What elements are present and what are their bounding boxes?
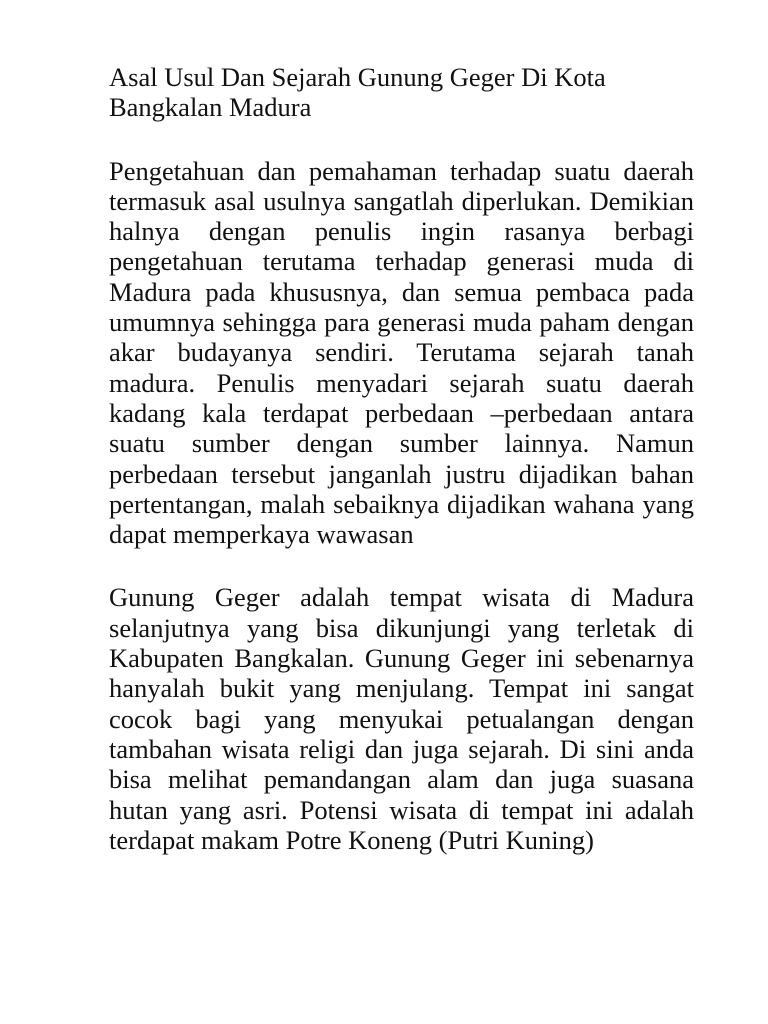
paragraph-intro: Pengetahuan dan pemahaman terhadap suatu daerah termasuk asal usulnya sangatlah diperlukan. Demikian halnya dengan penulis ingin rasanya berbagi pengetahuan terutama terhadap generasi muda di Madura pada khususnya, dan semua pembaca pada umumnya sehingga para generasi muda paham dengan akar budayanya sendiri. Terutama sejarah tanah madura. Penulis menyadari sejarah suatu daerah kadang kala terdapat perbedaan –perbedaan antara suatu sumber dengan sumber lainnya. Namun perbedaan tersebut janganlah justru dijadikan bahan pertentangan, malah sebaiknya dijadikan wahana yang dapat memperkaya wawasan [109, 155, 694, 550]
paragraph-gunung-geger: Gunung Geger adalah tempat wisata di Madura selanjutnya yang bisa dikunjungi yang terletak di Kabupaten Bangkalan. Gunung Geger ini sebenarnya hanyalah bukit yang menjulang. Tempat ini sangat cocok bagi yang menyukai petualangan dengan tambahan wisata religi dan juga sejarah. Di sini anda bisa melihat pemandangan alam dan juga suasana hutan yang asri. Potensi wisata di tempat ini adalah terdapat makam Potre Koneng (Putri Kuning) [109, 582, 694, 855]
document-title: Asal Usul Dan Sejarah Gunung Geger Di Kota Bangkalan Madura [109, 62, 606, 123]
document-page [109, 62, 694, 885]
